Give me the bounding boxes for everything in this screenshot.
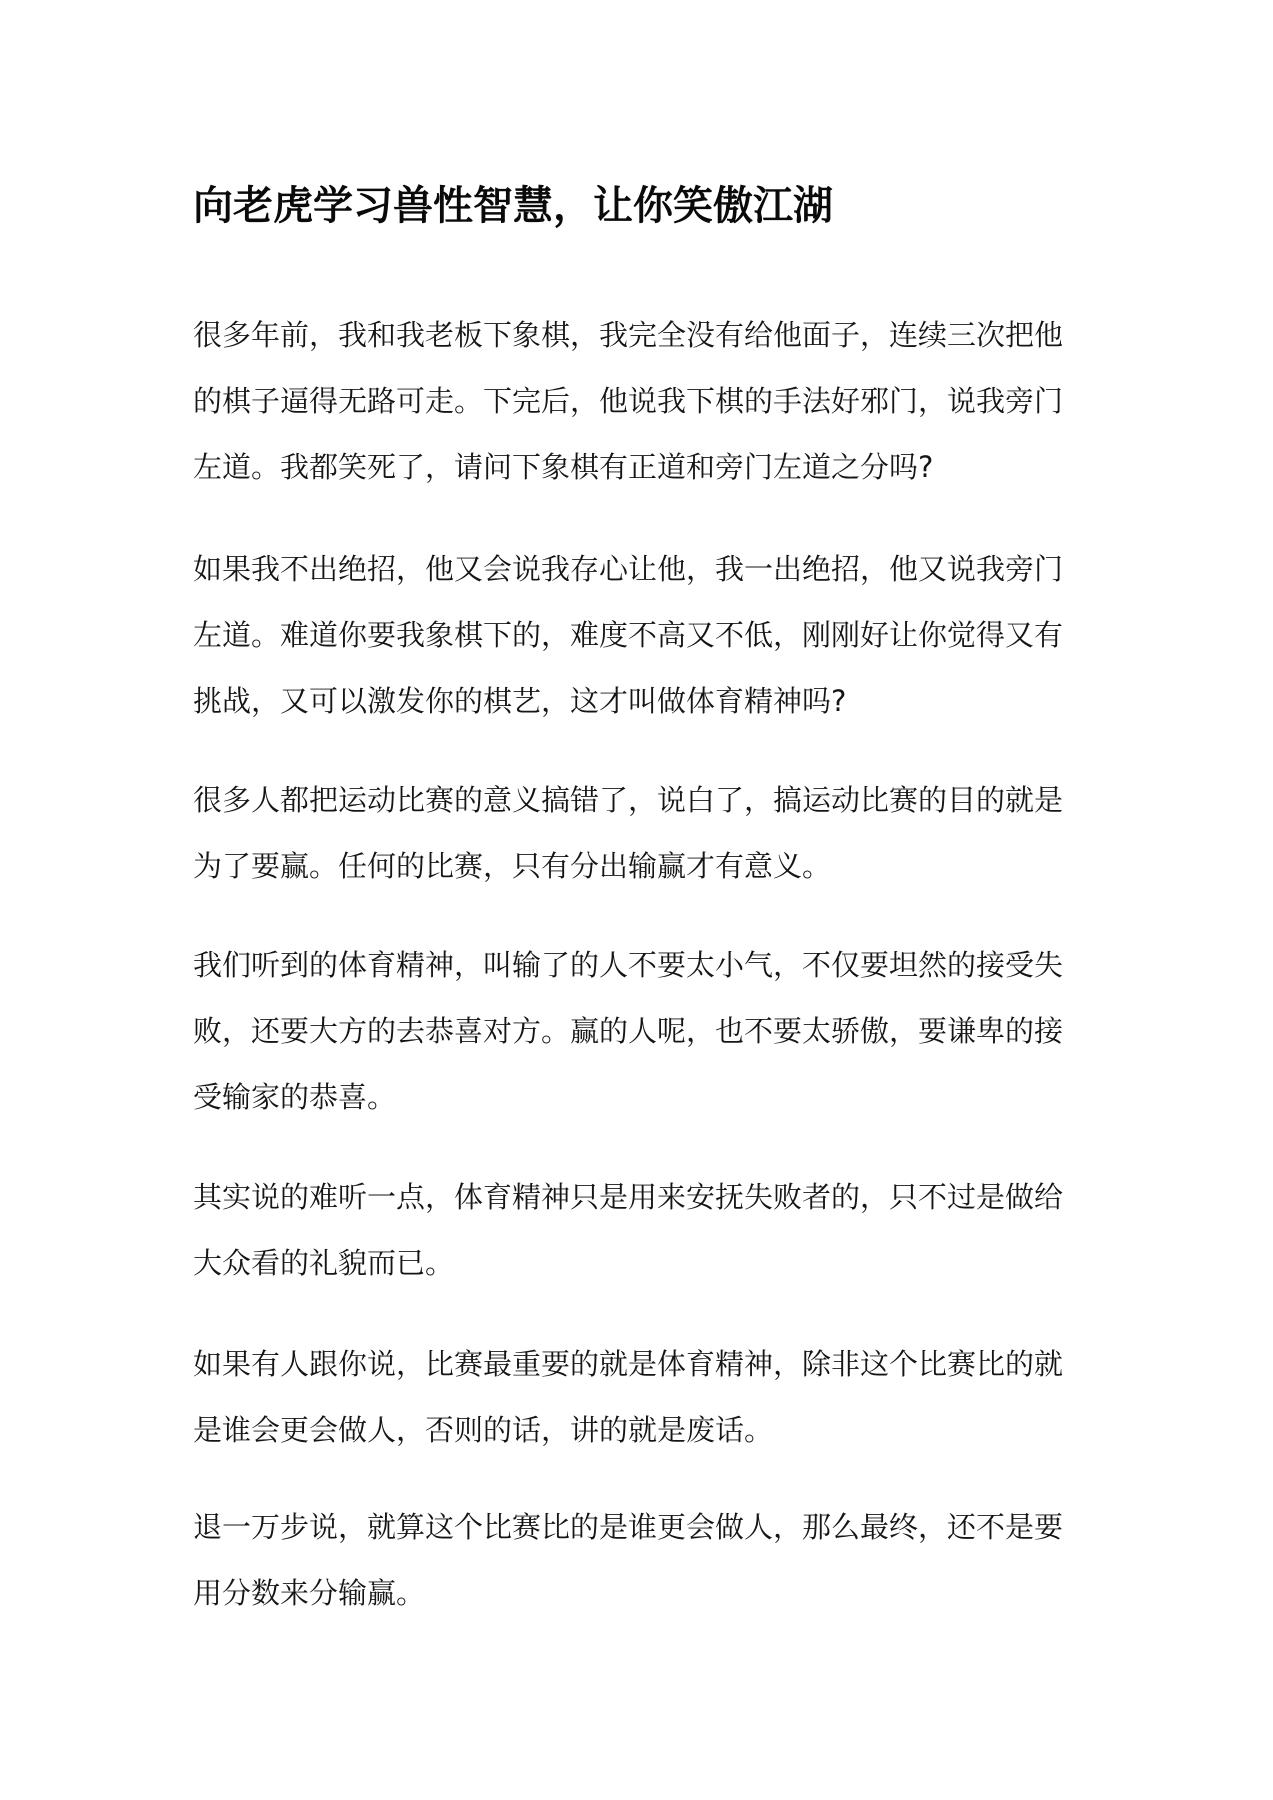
paragraph-line: 其实说的难听一点，体育精神只是用来安抚失败者的，只不过是做给 — [193, 1180, 1064, 1214]
paragraph-line: 退一万步说，就算这个比赛比的是谁更会做人，那么最终，还不是要 — [193, 1510, 1064, 1544]
paragraph-3 — [193, 767, 1093, 899]
paragraph-line: 用分数来分输赢。 — [193, 1576, 426, 1610]
paragraph-line: 大众看的礼貌而已。 — [193, 1246, 455, 1280]
paragraph-line: 我们听到的体育精神，叫输了的人不要太小气，不仅要坦然的接受失 — [193, 948, 1064, 982]
article-title: 向老虎学习兽性智慧，让你笑傲江湖 — [193, 183, 833, 229]
paragraph-4 — [193, 932, 1093, 1130]
paragraph-line: 的棋子逼得无路可走。下完后，他说我下棋的手法好邪门，说我旁门 — [193, 384, 1064, 418]
paragraph-line: 败，还要大方的去恭喜对方。赢的人呢，也不要太骄傲，要谦卑的接 — [193, 1014, 1064, 1048]
paragraph-line: 如果有人跟你说，比赛最重要的就是体育精神，除非这个比赛比的就 — [193, 1347, 1064, 1381]
paragraph-line: 如果我不出绝招，他又会说我存心让他，我一出绝招，他又说我旁门 — [193, 552, 1064, 586]
paragraph-2 — [193, 536, 1093, 734]
paragraph-1 — [193, 302, 1093, 500]
paragraph-line: 左道。难道你要我象棋下的，难度不高又不低，刚刚好让你觉得又有 — [193, 618, 1064, 652]
paragraph-line: 受输家的恭喜。 — [193, 1080, 397, 1114]
paragraph-line: 很多年前，我和我老板下象棋，我完全没有给他面子，连续三次把他 — [193, 318, 1064, 352]
paragraph-line: 很多人都把运动比赛的意义搞错了，说白了，搞运动比赛的目的就是 — [193, 783, 1064, 817]
paragraph-5 — [193, 1164, 1093, 1296]
paragraph-line: 为了要赢。任何的比赛，只有分出输赢才有意义。 — [193, 849, 832, 883]
paragraph-line: 挑战，又可以激发你的棋艺，这才叫做体育精神吗? — [193, 684, 847, 718]
paragraph-line: 左道。我都笑死了，请问下象棋有正道和旁门左道之分吗? — [193, 450, 934, 484]
paragraph-line: 是谁会更会做人，否则的话，讲的就是废话。 — [193, 1413, 774, 1447]
paragraph-6 — [193, 1331, 1093, 1463]
paragraph-7 — [193, 1494, 1093, 1626]
